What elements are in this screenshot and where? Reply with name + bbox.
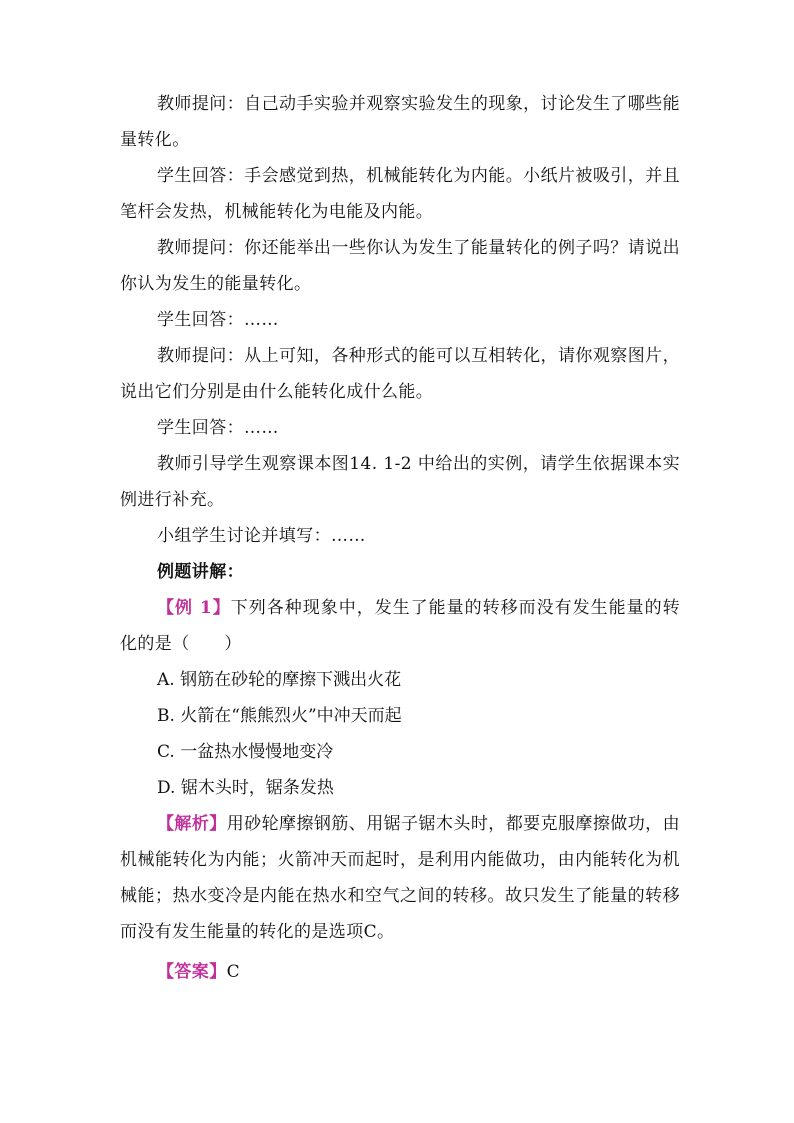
option-b: B. 火箭在“熊熊烈火”中冲天而起 bbox=[157, 706, 402, 726]
student-answer-3: 学生回答：…… bbox=[157, 418, 279, 438]
option-c: C. 一盆热水慢慢地变冷 bbox=[157, 742, 334, 762]
option-d: D. 锯木头时，锯条发热 bbox=[157, 778, 334, 798]
teacher-guide: 教师引导学生观察课本图14. 1-2 中给出的实例，请学生依据课本实例进行补充。 bbox=[120, 454, 680, 510]
answer-text: C bbox=[226, 962, 241, 982]
answer bbox=[120, 954, 680, 990]
example-tag: 【例 1】 bbox=[157, 598, 231, 618]
teacher-question-3: 教师提问：从上可知，各种形式的能可以互相转化，请你观察图片，说出它们分别是由什么能转化成什么能。 bbox=[120, 346, 680, 402]
option-a: A. 钢筋在砂轮的摩擦下溅出火花 bbox=[157, 670, 402, 690]
group-discussion: 小组学生讨论并填写：…… bbox=[157, 526, 366, 546]
example-question bbox=[120, 590, 680, 662]
teacher-question-1: 教师提问：自己动手实验并观察实验发生的现象，讨论发生了哪些能量转化。 bbox=[120, 94, 680, 150]
document-body bbox=[120, 86, 680, 990]
student-answer-1: 学生回答：手会感觉到热，机械能转化为内能。小纸片被吸引，并且笔杆会发热，机械能转化为电能及内能。 bbox=[120, 166, 680, 222]
analysis-tag: 【解析】 bbox=[157, 814, 227, 834]
example-heading: 例题讲解： bbox=[157, 562, 244, 582]
student-answer-2: 学生回答：…… bbox=[157, 310, 279, 330]
answer-tag: 【答案】 bbox=[157, 962, 227, 982]
analysis bbox=[120, 806, 680, 950]
analysis-text: 用砂轮摩擦钢筋、用锯子锯木头时，都要克服摩擦做功，由机械能转化为内能；火箭冲天而起时，是利用内能做功，由内能转化为机械能；热水变冷是内能在热水和空气之间的转移。故只发生了能量的转移而没有发生能量的转化的是选项C。 bbox=[120, 814, 680, 942]
teacher-question-2: 教师提问：你还能举出一些你认为发生了能量转化的例子吗？请说出你认为发生的能量转化。 bbox=[120, 238, 680, 294]
example-question-text: 下列各种现象中，发生了能量的转移而没有发生能量的转化的是（ ） bbox=[120, 598, 681, 654]
